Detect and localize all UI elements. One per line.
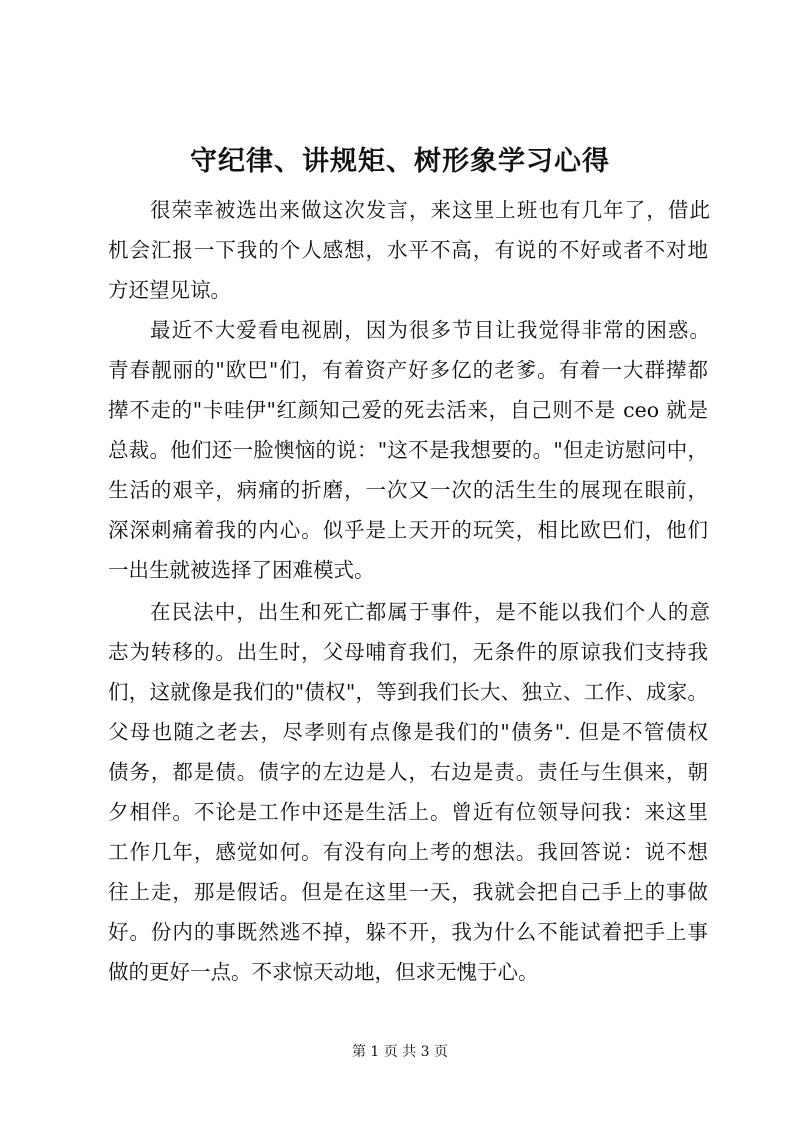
paragraph-3-line-7: 工作几年，感觉如何。有没有向上考的想法。我回答说：说不想 [108, 840, 708, 864]
paragraph-1-line-2: 机会汇报一下我的个人感想，水平不高，有说的不好或者不对地 [108, 238, 708, 262]
paragraph-2-line-4: 总裁。他们还一脸懊恼的说："这不是我想要的。"但走访慰问中， [108, 438, 708, 462]
paragraph-2-line-2: 青春靓丽的"欧巴"们，有着资产好多亿的老爹。有着一大群撵都 [108, 358, 708, 382]
paragraph-2-line-1: 最近不大爱看电视剧，因为很多节目让我觉得非常的困惑。 [150, 318, 710, 342]
paragraph-1-line-1: 很荣幸被选出来做这次发言，来这里上班也有几年了，借此 [150, 198, 710, 222]
document-title: 守纪律、讲规矩、树形象学习心得 [190, 146, 610, 177]
paragraph-3-line-5: 债务，都是债。债字的左边是人，右边是责。责任与生俱来，朝 [108, 760, 708, 784]
paragraph-3-line-3: 们，这就像是我们的"债权"，等到我们长大、独立、工作、成家。 [108, 680, 708, 704]
paragraph-1-line-3: 方还望见谅。 [108, 278, 231, 302]
paragraph-3-line-4: 父母也随之老去，尽孝则有点像是我们的"债务". 但是不管债权 [108, 720, 708, 744]
paragraph-3-line-2: 志为转移的。出生时，父母哺育我们，无条件的原谅我们支持我 [108, 640, 708, 664]
paragraph-2-line-7: 一出生就被选择了困难模式。 [108, 558, 375, 582]
paragraph-3-line-6: 夕相伴。不论是工作中还是生活上。曾近有位领导问我：来这里 [108, 800, 708, 824]
paragraph-2-line-6: 深深刺痛着我的内心。似乎是上天开的玩笑，相比欧巴们，他们 [108, 518, 708, 542]
paragraph-3-line-8: 往上走，那是假话。但是在这里一天，我就会把自己手上的事做 [108, 880, 708, 904]
page-number-footer: 第 1 页 共 3 页 [351, 1044, 449, 1060]
paragraph-2-line-3: 撵不走的"卡哇伊"红颜知己爱的死去活来，自己则不是 ceo 就是 [108, 398, 708, 422]
paragraph-3-line-1: 在民法中，出生和死亡都属于事件，是不能以我们个人的意 [150, 600, 710, 624]
paragraph-3-line-10: 做的更好一点。不求惊天动地，但求无愧于心。 [108, 960, 539, 984]
paragraph-3-line-9: 好。份内的事既然逃不掉，躲不开，我为什么不能试着把手上事 [108, 920, 708, 944]
paragraph-2-line-5: 生活的艰辛，病痛的折磨，一次又一次的活生生的展现在眼前， [108, 478, 708, 502]
